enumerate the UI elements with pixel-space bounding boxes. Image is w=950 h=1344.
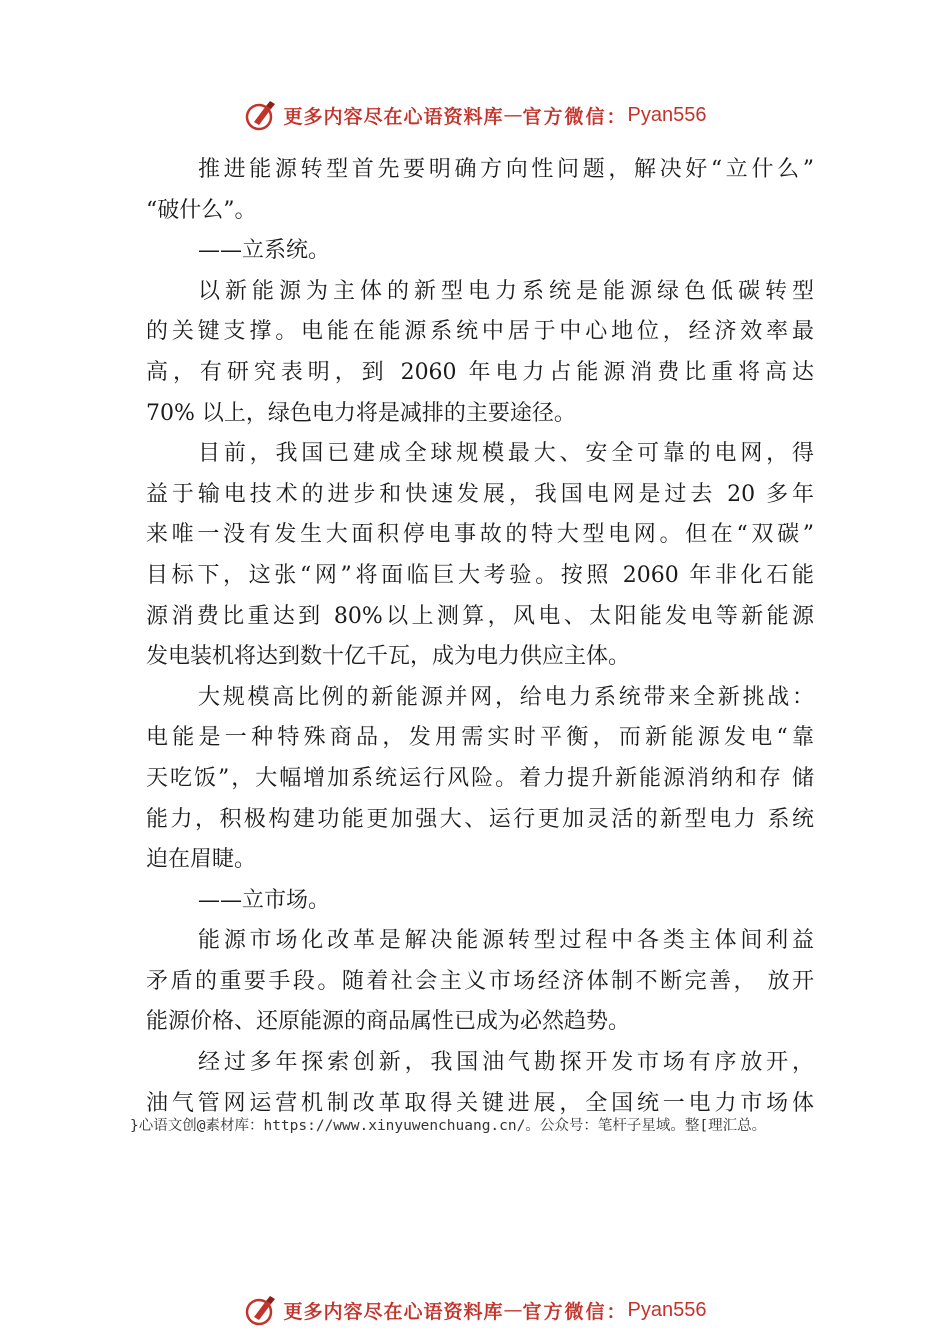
text-line: 能源市场化改革是解决能源转型过程中各类主体间利益 xyxy=(198,928,814,954)
banner-brand-text: 更多内容尽在心语资料库 xyxy=(283,1300,504,1323)
text-line: ——立系统。 xyxy=(198,238,331,264)
header-banner xyxy=(0,93,950,137)
text-line: 经过多年探索创新，我国油气勘探开发市场有序放开， xyxy=(198,1050,814,1076)
text-line: 天吃饭”，大幅增加系统运行风险。着力提升新能源消纳和存 储 xyxy=(146,765,814,791)
text-line: 高，有研究表明，到 2060 年电力占能源消费比重将高达 xyxy=(146,359,814,385)
document-body xyxy=(146,150,814,1124)
text-line: 能源价格、还原能源的商品属性已成为必然趋势。 xyxy=(146,1009,631,1035)
pen-nib-circle-icon xyxy=(244,98,278,132)
banner-dash: — xyxy=(503,104,523,126)
text-line: 大规模高比例的新能源并网，给电力系统带来全新挑战： xyxy=(198,684,814,710)
text-line: 70% 以上，绿色电力将是减排的主要途径。 xyxy=(146,400,576,426)
footer-banner xyxy=(0,1288,950,1332)
text-line: 源消费比重达到 80%以上测算，风电、太阳能发电等新能源 xyxy=(146,603,814,629)
pen-nib-circle-icon xyxy=(244,1293,278,1327)
banner-brand-text: 更多内容尽在心语资料库 xyxy=(283,105,504,128)
text-line: 来唯一没有发生大面积停电事故的特大型电网。但在“双碳” xyxy=(146,522,814,548)
text-line: 目标下，这张“网”将面临巨大考验。按照 2060 年非化石能 xyxy=(146,562,814,588)
text-line: ——立市场。 xyxy=(198,887,331,913)
banner-wechat-id: Pyan556 xyxy=(627,103,707,126)
text-line: 的关键支撑。电能在能源系统中居于中心地位，经济效率最 xyxy=(146,319,814,345)
banner-wechat-label: 官方微信： xyxy=(522,105,628,128)
text-line: 发电装机将达到数十亿千瓦，成为电力供应主体。 xyxy=(146,644,631,670)
text-line: “破什么”。 xyxy=(146,197,257,223)
source-note: }心语文创@素材库：https://www.xinyuwenchuang.cn/。公众号：笔杆子星域。整[理汇总。 xyxy=(130,1118,767,1134)
banner-wechat-label: 官方微信： xyxy=(522,1300,628,1323)
banner-wechat-id: Pyan556 xyxy=(627,1298,707,1321)
text-line: 推进能源转型首先要明确方向性问题，解决好“立什么” xyxy=(198,157,814,182)
text-line: 以新能源为主体的新型电力系统是能源绿色低碳转型 xyxy=(198,278,814,304)
text-line: 益于输电技术的进步和快速发展，我国电网是过去 20 多年 xyxy=(146,481,814,507)
text-line: 电能是一种特殊商品，发用需实时平衡，而新能源发电“靠 xyxy=(146,725,814,751)
banner-dash: — xyxy=(503,1299,523,1321)
text-line: 目前，我国已建成全球规模最大、安全可靠的电网，得 xyxy=(198,441,814,467)
text-line: 油气管网运营机制改革取得关键进展，全国统一电力市场体 xyxy=(146,1090,814,1116)
text-line: 迫在眉睫。 xyxy=(146,847,257,873)
text-line: 矛盾的重要手段。随着社会主义市场经济体制不断完善， 放开 xyxy=(146,968,814,994)
text-line: 能力，积极构建功能更加强大、运行更加灵活的新型电力 系统 xyxy=(146,806,814,832)
